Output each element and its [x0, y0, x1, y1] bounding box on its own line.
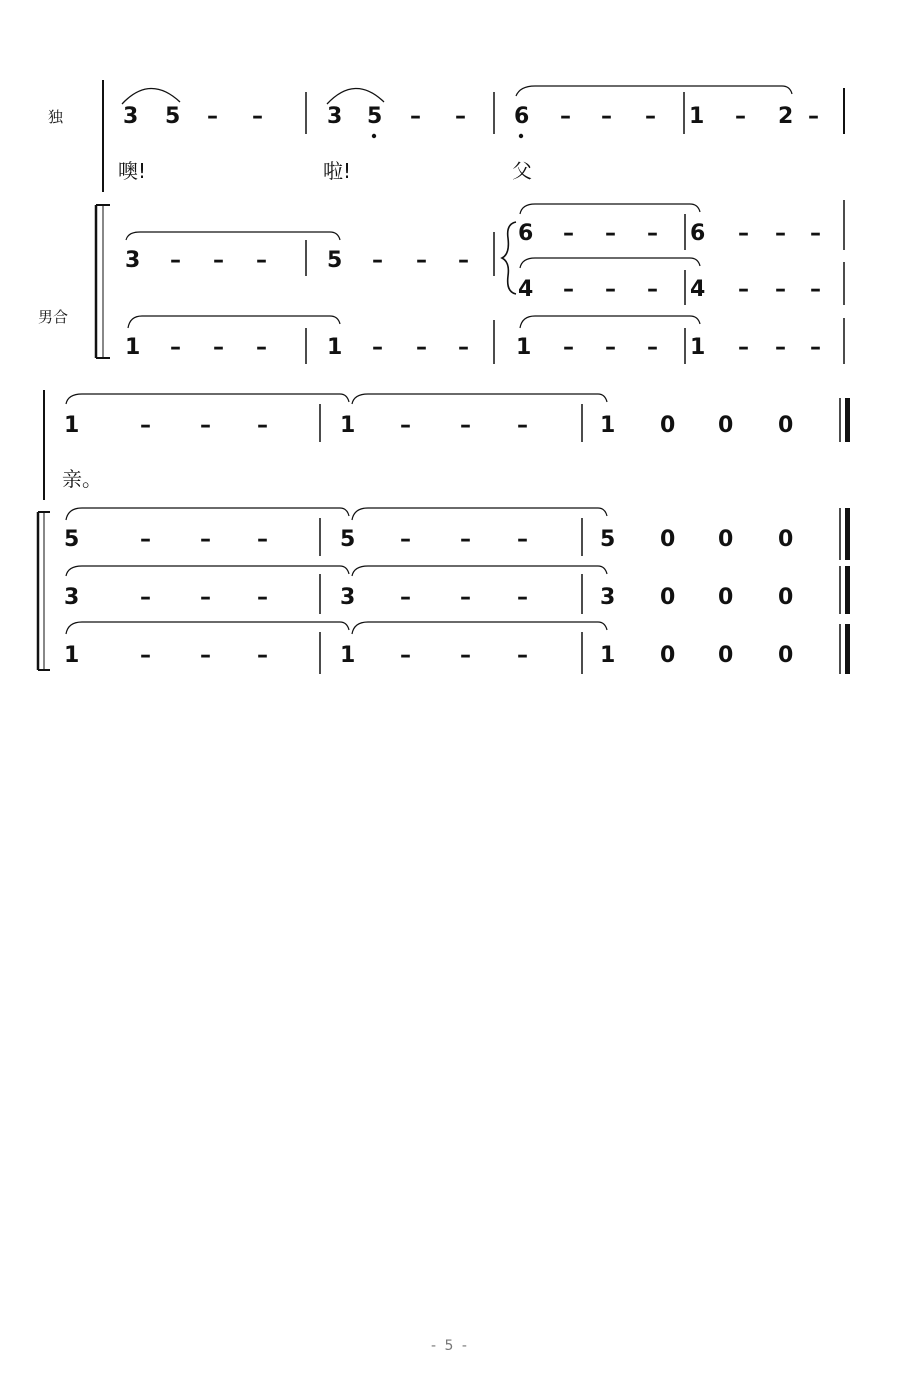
lyric: 啦! [323, 159, 352, 183]
dash: – [213, 248, 224, 273]
note: 0 [718, 643, 734, 668]
note: 5 [367, 104, 383, 129]
brace [502, 222, 516, 294]
dash: – [517, 413, 528, 438]
dash: – [647, 221, 658, 246]
solo-line-2 [64, 394, 850, 442]
note: 1 [64, 643, 80, 668]
dash: – [416, 335, 427, 360]
male-chorus-label: 男合 [38, 308, 69, 326]
note: 1 [600, 643, 616, 668]
slur [520, 204, 700, 214]
dash: – [808, 104, 819, 129]
dash: – [455, 104, 466, 129]
dash: – [810, 335, 821, 360]
dash: – [605, 335, 616, 360]
slur [520, 258, 700, 268]
solo-line-1 [122, 86, 844, 138]
note: 1 [600, 413, 616, 438]
note: 5 [165, 104, 181, 129]
lyric: 亲。 [62, 467, 102, 491]
dash: – [257, 643, 268, 668]
dash: – [140, 413, 151, 438]
dash: – [458, 248, 469, 273]
chorus-lower-line-1 [125, 316, 844, 364]
note: 0 [718, 527, 734, 552]
dash: – [460, 643, 471, 668]
octave-dot [372, 134, 376, 138]
note: 0 [660, 585, 676, 610]
note: 5 [600, 527, 616, 552]
solo-label: 独 [48, 108, 64, 126]
dash: – [517, 585, 528, 610]
dash: – [140, 585, 151, 610]
note: 0 [778, 643, 794, 668]
dash: – [207, 104, 218, 129]
dash: – [257, 585, 268, 610]
note: 1 [690, 335, 706, 360]
note: 6 [690, 221, 706, 246]
note: 2 [778, 104, 794, 129]
note: 1 [516, 335, 532, 360]
dash: – [257, 527, 268, 552]
octave-dot [519, 134, 523, 138]
dash: – [200, 413, 211, 438]
note: 3 [123, 104, 139, 129]
note: 6 [518, 221, 534, 246]
dash: – [400, 585, 411, 610]
slur [66, 508, 349, 520]
dash: – [645, 104, 656, 129]
chorus-bracket [96, 205, 110, 358]
dash: – [410, 104, 421, 129]
note: 0 [778, 413, 794, 438]
dash: – [400, 643, 411, 668]
dash: – [458, 335, 469, 360]
chorus-middle-line-2 [64, 566, 850, 614]
dash: – [605, 221, 616, 246]
dash: – [738, 221, 749, 246]
note: 1 [340, 643, 356, 668]
dash: – [647, 335, 658, 360]
note: 0 [718, 585, 734, 610]
slur [66, 622, 349, 634]
note: 3 [327, 104, 343, 129]
dash: – [372, 248, 383, 273]
chorus-middle-line-1 [518, 258, 844, 305]
dash: – [738, 277, 749, 302]
chorus-upper-line-2 [64, 508, 850, 560]
note: 1 [689, 104, 705, 129]
final-barline-thick [845, 508, 850, 560]
dash: – [605, 277, 616, 302]
slur [352, 508, 607, 520]
final-barline-thick [845, 398, 850, 442]
dash: – [256, 248, 267, 273]
dash: – [257, 413, 268, 438]
dash: – [601, 104, 612, 129]
chorus-bracket-2 [38, 512, 50, 670]
note: 4 [518, 277, 534, 302]
note: 1 [125, 335, 141, 360]
dash: – [200, 585, 211, 610]
slur [128, 316, 340, 328]
page-number: - 5 - [431, 1338, 469, 1354]
note: 1 [327, 335, 343, 360]
dash: – [560, 104, 571, 129]
slur [520, 316, 700, 328]
dash: – [256, 335, 267, 360]
final-barline-thick [845, 566, 850, 614]
dash: – [563, 335, 574, 360]
note: 0 [660, 643, 676, 668]
dash: – [200, 643, 211, 668]
dash: – [140, 643, 151, 668]
dash: – [775, 221, 786, 246]
dash: – [810, 221, 821, 246]
note: 0 [660, 527, 676, 552]
note: 4 [690, 277, 706, 302]
slur [66, 566, 349, 576]
dash: – [400, 413, 411, 438]
dash: – [517, 643, 528, 668]
dash: – [517, 527, 528, 552]
slur [126, 232, 340, 240]
note: 1 [64, 413, 80, 438]
dash: – [460, 585, 471, 610]
chorus-upper-line-1 [125, 200, 844, 294]
note: 0 [660, 413, 676, 438]
note: 3 [64, 585, 80, 610]
note: 3 [600, 585, 616, 610]
note: 6 [514, 104, 530, 129]
dash: – [252, 104, 263, 129]
dash: – [170, 248, 181, 273]
dash: – [563, 277, 574, 302]
dash: – [400, 527, 411, 552]
system-2 [38, 390, 850, 674]
dash: – [775, 277, 786, 302]
dash: – [200, 527, 211, 552]
dash: – [775, 335, 786, 360]
slur [352, 622, 607, 634]
dash: – [810, 277, 821, 302]
slur [352, 394, 607, 404]
lyric: 噢! [118, 159, 147, 183]
note: 5 [327, 248, 343, 273]
note: 5 [340, 527, 356, 552]
dash: – [735, 104, 746, 129]
dash: – [460, 527, 471, 552]
note: 3 [340, 585, 356, 610]
note: 0 [778, 585, 794, 610]
dash: – [563, 221, 574, 246]
dash: – [738, 335, 749, 360]
slur [327, 88, 384, 104]
slur [66, 394, 349, 404]
note: 0 [778, 527, 794, 552]
dash: – [213, 335, 224, 360]
dash: – [372, 335, 383, 360]
dash: – [647, 277, 658, 302]
note: 5 [64, 527, 80, 552]
note: 3 [125, 248, 141, 273]
dash: – [170, 335, 181, 360]
dash: – [140, 527, 151, 552]
slur [122, 88, 180, 104]
note: 1 [340, 413, 356, 438]
lyric: 父 [512, 159, 532, 183]
note: 0 [718, 413, 734, 438]
chorus-lower-line-2 [64, 622, 850, 674]
dash: – [460, 413, 471, 438]
slur [352, 566, 607, 576]
dash: – [416, 248, 427, 273]
slur [516, 86, 792, 96]
system-1 [96, 80, 844, 364]
final-barline-thick [845, 624, 850, 674]
